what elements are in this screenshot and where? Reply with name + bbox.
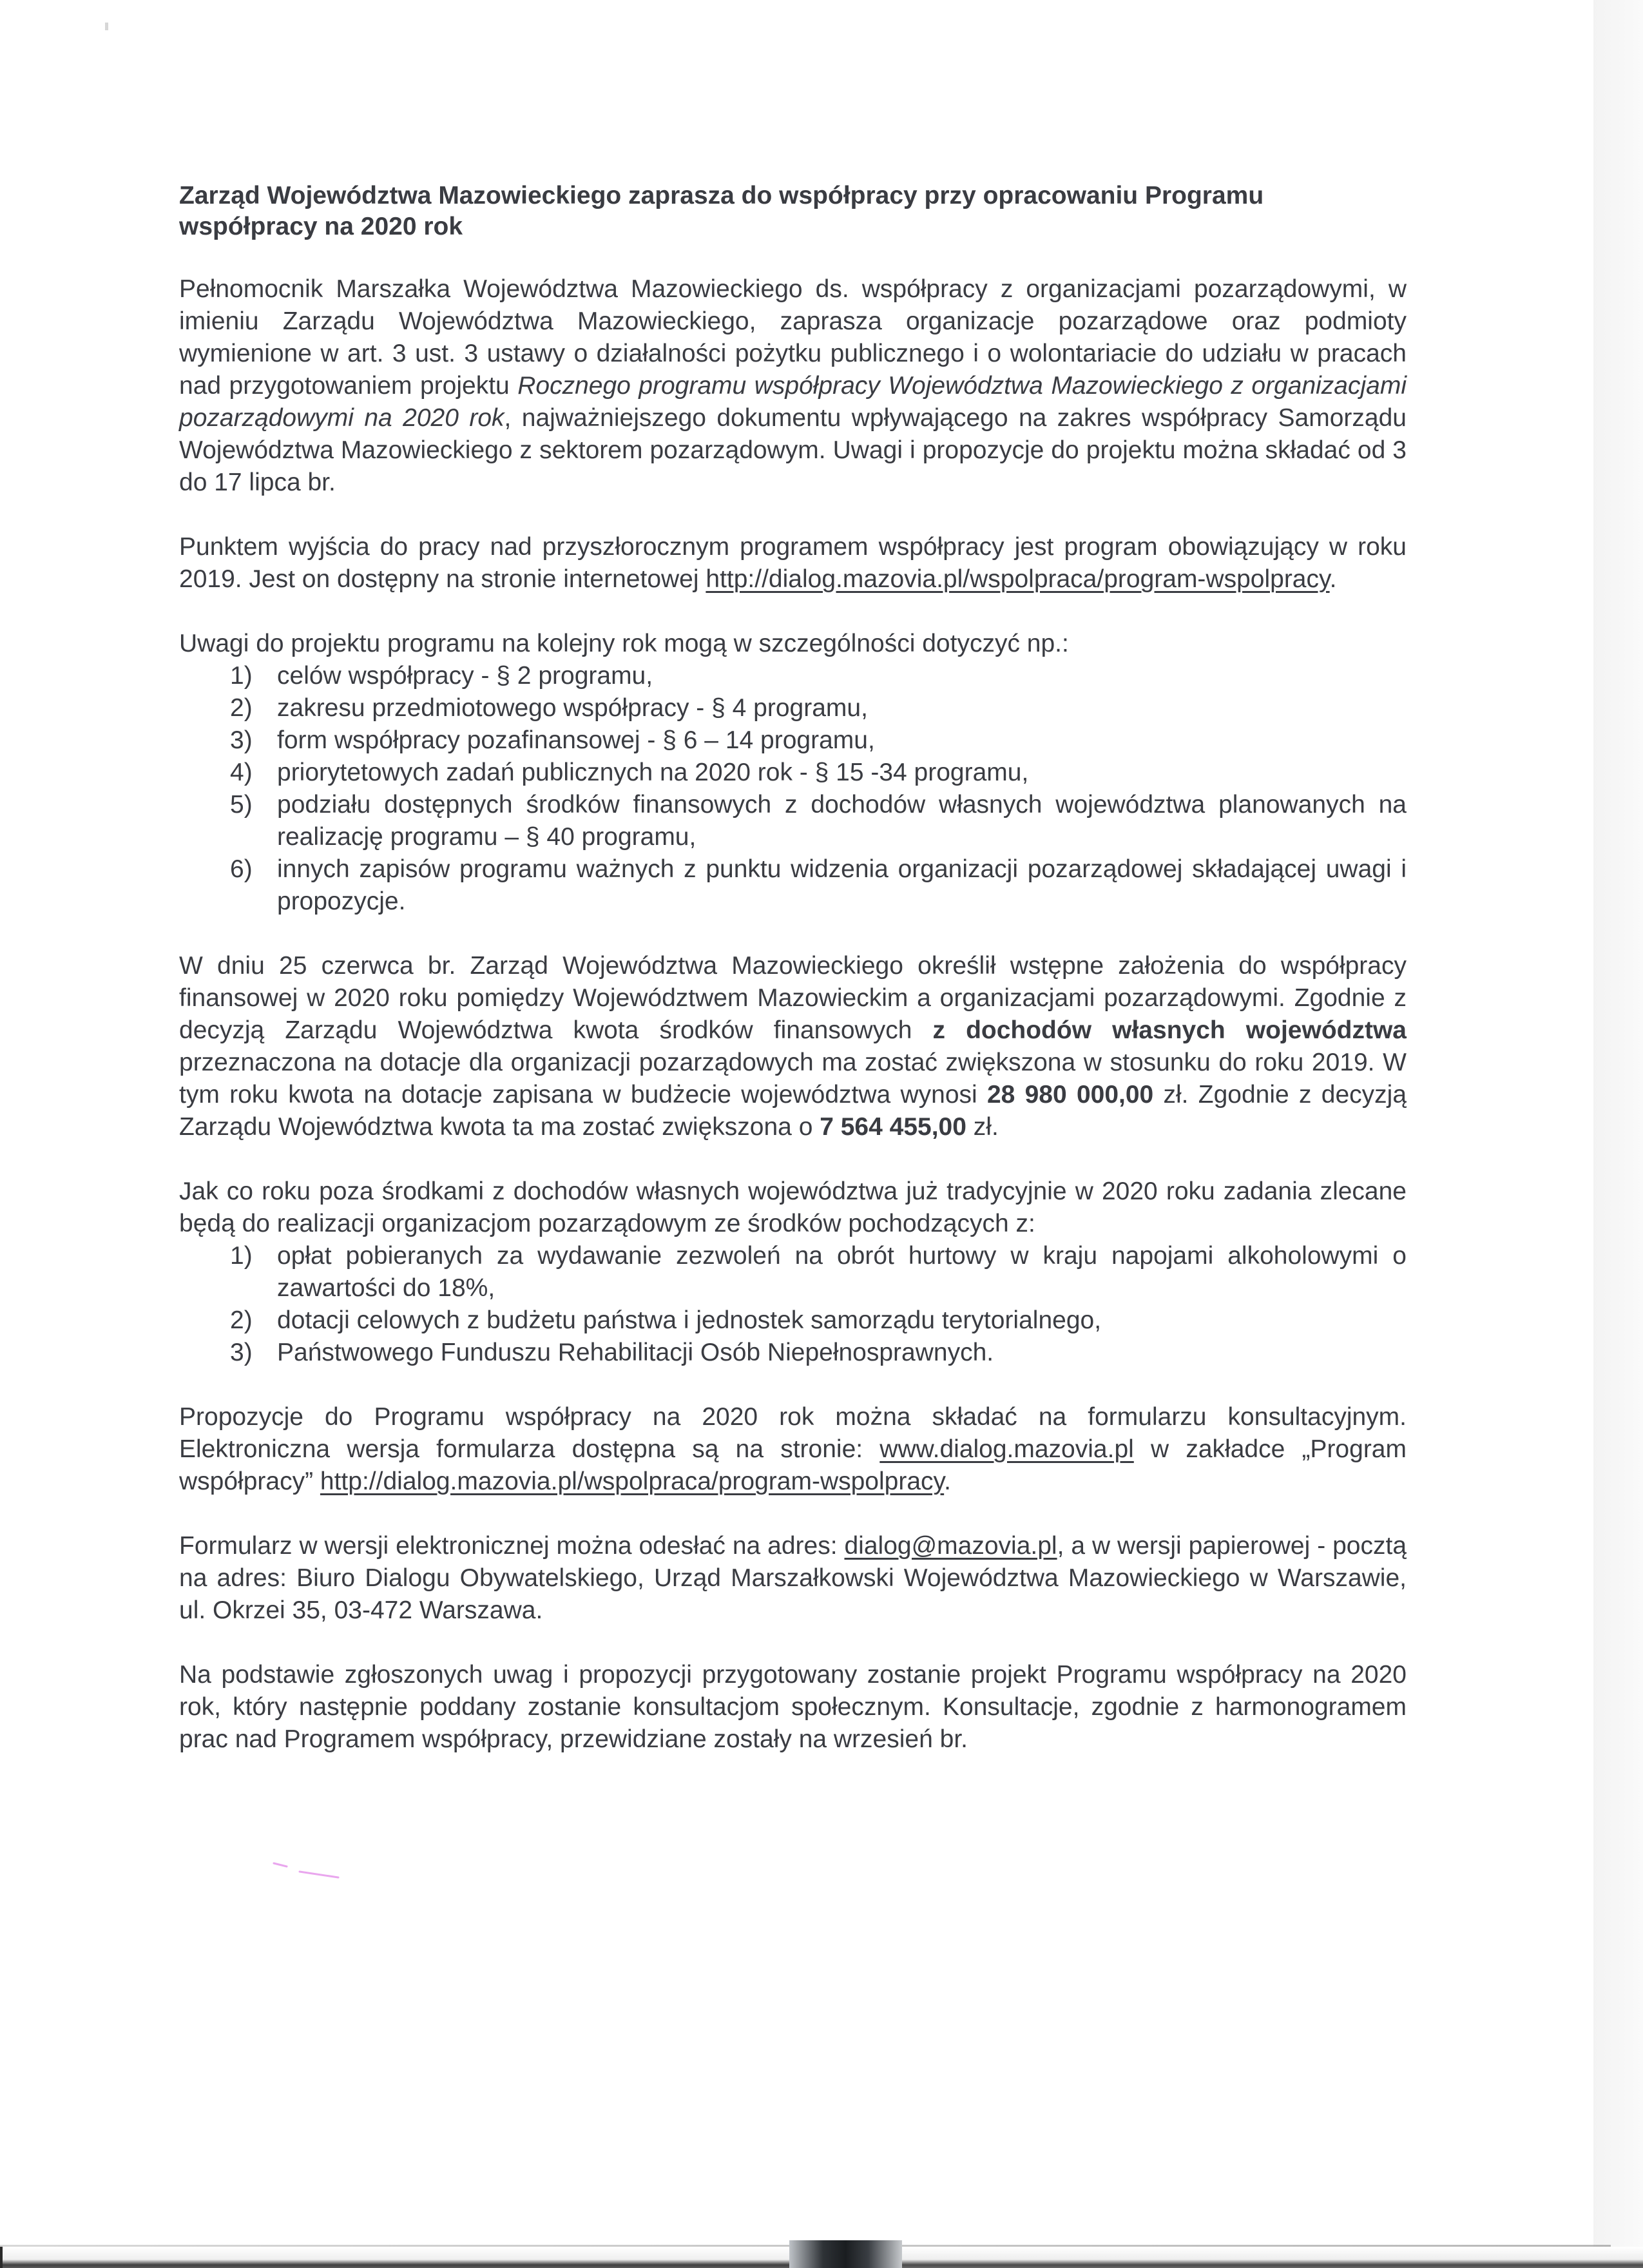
financial-text: zł. — [966, 1113, 999, 1141]
email-link[interactable]: dialog@mazovia.pl — [844, 1532, 1057, 1560]
scanner-bed-artifact — [0, 2247, 1643, 2268]
list-item — [179, 1304, 1407, 1337]
paragraph-submission — [179, 1530, 1407, 1627]
list-marker: 3) — [230, 726, 253, 754]
submission-text: , a w wersji papierowej - pocztą na adres: Biuro Dialogu Obywatelskiego, Urząd Marszałkowski Województwa Mazowieckiego w Warszawie, ul. Okrzei 35, 03-472 Warszawa. — [179, 1532, 1407, 1624]
list-item-text: innych zapisów programu ważnych z punktu widzenia organizacji pozarządowej składającej uwagi i propozycje. — [277, 855, 1407, 915]
list-marker: 2) — [230, 1306, 253, 1334]
invitation-text-end: , najważniejszego dokumentu wpływającego na zakres współpracy Samorządu Województwa Mazowieckiego z sektorem pozarządowym. Uwagi i propozycje do projektu można składać od 3 do 17 lipca br. — [179, 404, 1407, 496]
scanner-hinge — [789, 2240, 902, 2268]
list-marker: 1) — [230, 1242, 253, 1270]
financial-text: zł. Zgodnie z decyzją Zarządu Województwa kwota ta ma zostać zwiększona o — [179, 1081, 1407, 1141]
program-link[interactable]: http://dialog.mazovia.pl/wspolpraca/program-wspolpracy — [706, 565, 1330, 593]
list-item — [179, 1240, 1407, 1304]
program-link-2[interactable]: http://dialog.mazovia.pl/wspolpraca/program-wspolpracy — [320, 1468, 945, 1495]
list-marker: 3) — [230, 1339, 253, 1366]
list1-intro: Uwagi do projektu programu na kolejny rok mogą w szczególności dotyczyć np.: — [179, 630, 1069, 657]
list-marker: 4) — [230, 759, 253, 786]
list-marker: 5) — [230, 791, 253, 819]
list-item-text: priorytetowych zadań publicznych na 2020 rok - § 15 -34 programu, — [277, 759, 1029, 786]
list-item-text: zakresu przedmiotowego współpracy - § 4 programu, — [277, 694, 868, 722]
funding-sources-list — [179, 1240, 1407, 1369]
list-item-text: dotacji celowych z budżetu państwa i jednostek samorządu terytorialnego, — [277, 1306, 1102, 1334]
scan-dust-mark — [105, 23, 108, 30]
paragraph-starting-point — [179, 531, 1407, 596]
dialog-website-link[interactable]: www.dialog.mazovia.pl — [879, 1435, 1134, 1463]
list-item — [179, 660, 1407, 692]
starting-point-text: Punktem wyjścia do pracy nad przyszłorocznym programem współpracy jest program obowiązujący w roku 2019. Jest on dostępny na stronie internetowej — [179, 533, 1407, 593]
paragraph-proposals — [179, 1401, 1407, 1498]
program-name-italic: Rocznego programu współpracy Województwa Mazowieckiego z organizacjami pozarządowymi na 2020 rok — [179, 372, 1407, 432]
paragraph-invitation — [179, 273, 1407, 499]
scanner-strip-left — [0, 2247, 792, 2268]
list-item — [179, 1337, 1407, 1369]
period: . — [944, 1468, 951, 1495]
list-item — [179, 692, 1407, 724]
list-marker: 6) — [230, 855, 253, 883]
list-item-text: celów współpracy - § 2 programu, — [277, 662, 653, 690]
paragraph-consultations: Na podstawie zgłoszonych uwag i propozycji przygotowany zostanie projekt Programu współpracy na 2020 rok, który następnie poddany zostanie konsultacjom społecznym. Konsultacje, zgodnie z harmonogramem prac nad Programem współpracy, przewidziane zostały na wrzesień br. — [179, 1661, 1407, 1753]
list-item-text: Państwowego Funduszu Rehabilitacji Osób Niepełnosprawnych. — [277, 1339, 994, 1366]
list2-intro: Jak co roku poza środkami z dochodów własnych województwa już tradycyjnie w 2020 roku zadania zlecane będą do realizacji organizacjom pozarządowym ze środków pochodzących z: — [179, 1178, 1407, 1237]
list-marker: 1) — [230, 662, 253, 690]
list-item-text: opłat pobieranych za wydawanie zezwoleń na obrót hurtowy w kraju napojami alkoholowymi o zawartości do 18%, — [277, 1242, 1407, 1302]
bold-amount-2019: 28 980 000,00 — [986, 1081, 1154, 1109]
scan-page-edge — [1593, 0, 1643, 2256]
financial-text: W dniu 25 czerwca br. Zarząd Województwa Mazowieckiego określił wstępne założenia do współpracy finansowej w 2020 roku pomiędzy Województwem Mazowieckim a organizacjami pozarządowymi. Zgodnie z decyzją Zarządu Województwa kwota środków finansowych — [179, 952, 1407, 1044]
invitation-text: Pełnomocnik Marszałka Województwa Mazowieckiego ds. współpracy z organizacjami pozarządowymi, w imieniu Zarządu Województwa Mazowieckiego, zaprasza organizacje pozarządowe oraz podmioty wymienione w art. 3 ust. 3 ustawy o działalności pożytku publicznego i o wolontariacie do udziału w pracach nad przygotowaniem projektu — [179, 275, 1407, 400]
pen-mark-icon — [271, 1859, 348, 1879]
list-marker: 2) — [230, 694, 253, 722]
list-item — [179, 853, 1407, 918]
remarks-list — [179, 660, 1407, 918]
proposals-text: Propozycje do Programu współpracy na 2020 rok można składać na formularzu konsultacyjnym. Elektroniczna wersja formularza dostępna są na stronie: — [179, 1403, 1407, 1463]
financial-text: przeznaczona na dotacje dla organizacji pozarządowych ma zostać zwiększona w stosunku do roku 2019. W tym roku kwota na dotacje zapisana w budżecie województwa wynosi — [179, 1049, 1407, 1109]
list-item — [179, 789, 1407, 853]
bold-own-income: z dochodów własnych województwa — [932, 1016, 1407, 1044]
scanner-strip-right — [902, 2247, 1643, 2268]
bold-amount-increase: 7 564 455,00 — [820, 1113, 966, 1141]
proposals-text: w zakładce „Program współpracy” — [179, 1435, 1407, 1495]
paragraph-financial — [179, 950, 1407, 1143]
document-title: Zarząd Województwa Mazowieckiego zaprasza do współpracy przy opracowaniu Programu współpracy na 2020 rok — [179, 182, 1264, 240]
list-item-text: podziału dostępnych środków finansowych z dochodów własnych województwa planowanych na realizację programu – § 40 programu, — [277, 791, 1407, 851]
submission-text: Formularz w wersji elektronicznej można odesłać na adres: — [179, 1532, 845, 1560]
document-body — [179, 180, 1407, 1788]
list-item — [179, 757, 1407, 789]
list-item — [179, 724, 1407, 757]
list-item-text: form współpracy pozafinansowej - § 6 – 14 programu, — [277, 726, 875, 754]
period: . — [1329, 565, 1337, 593]
